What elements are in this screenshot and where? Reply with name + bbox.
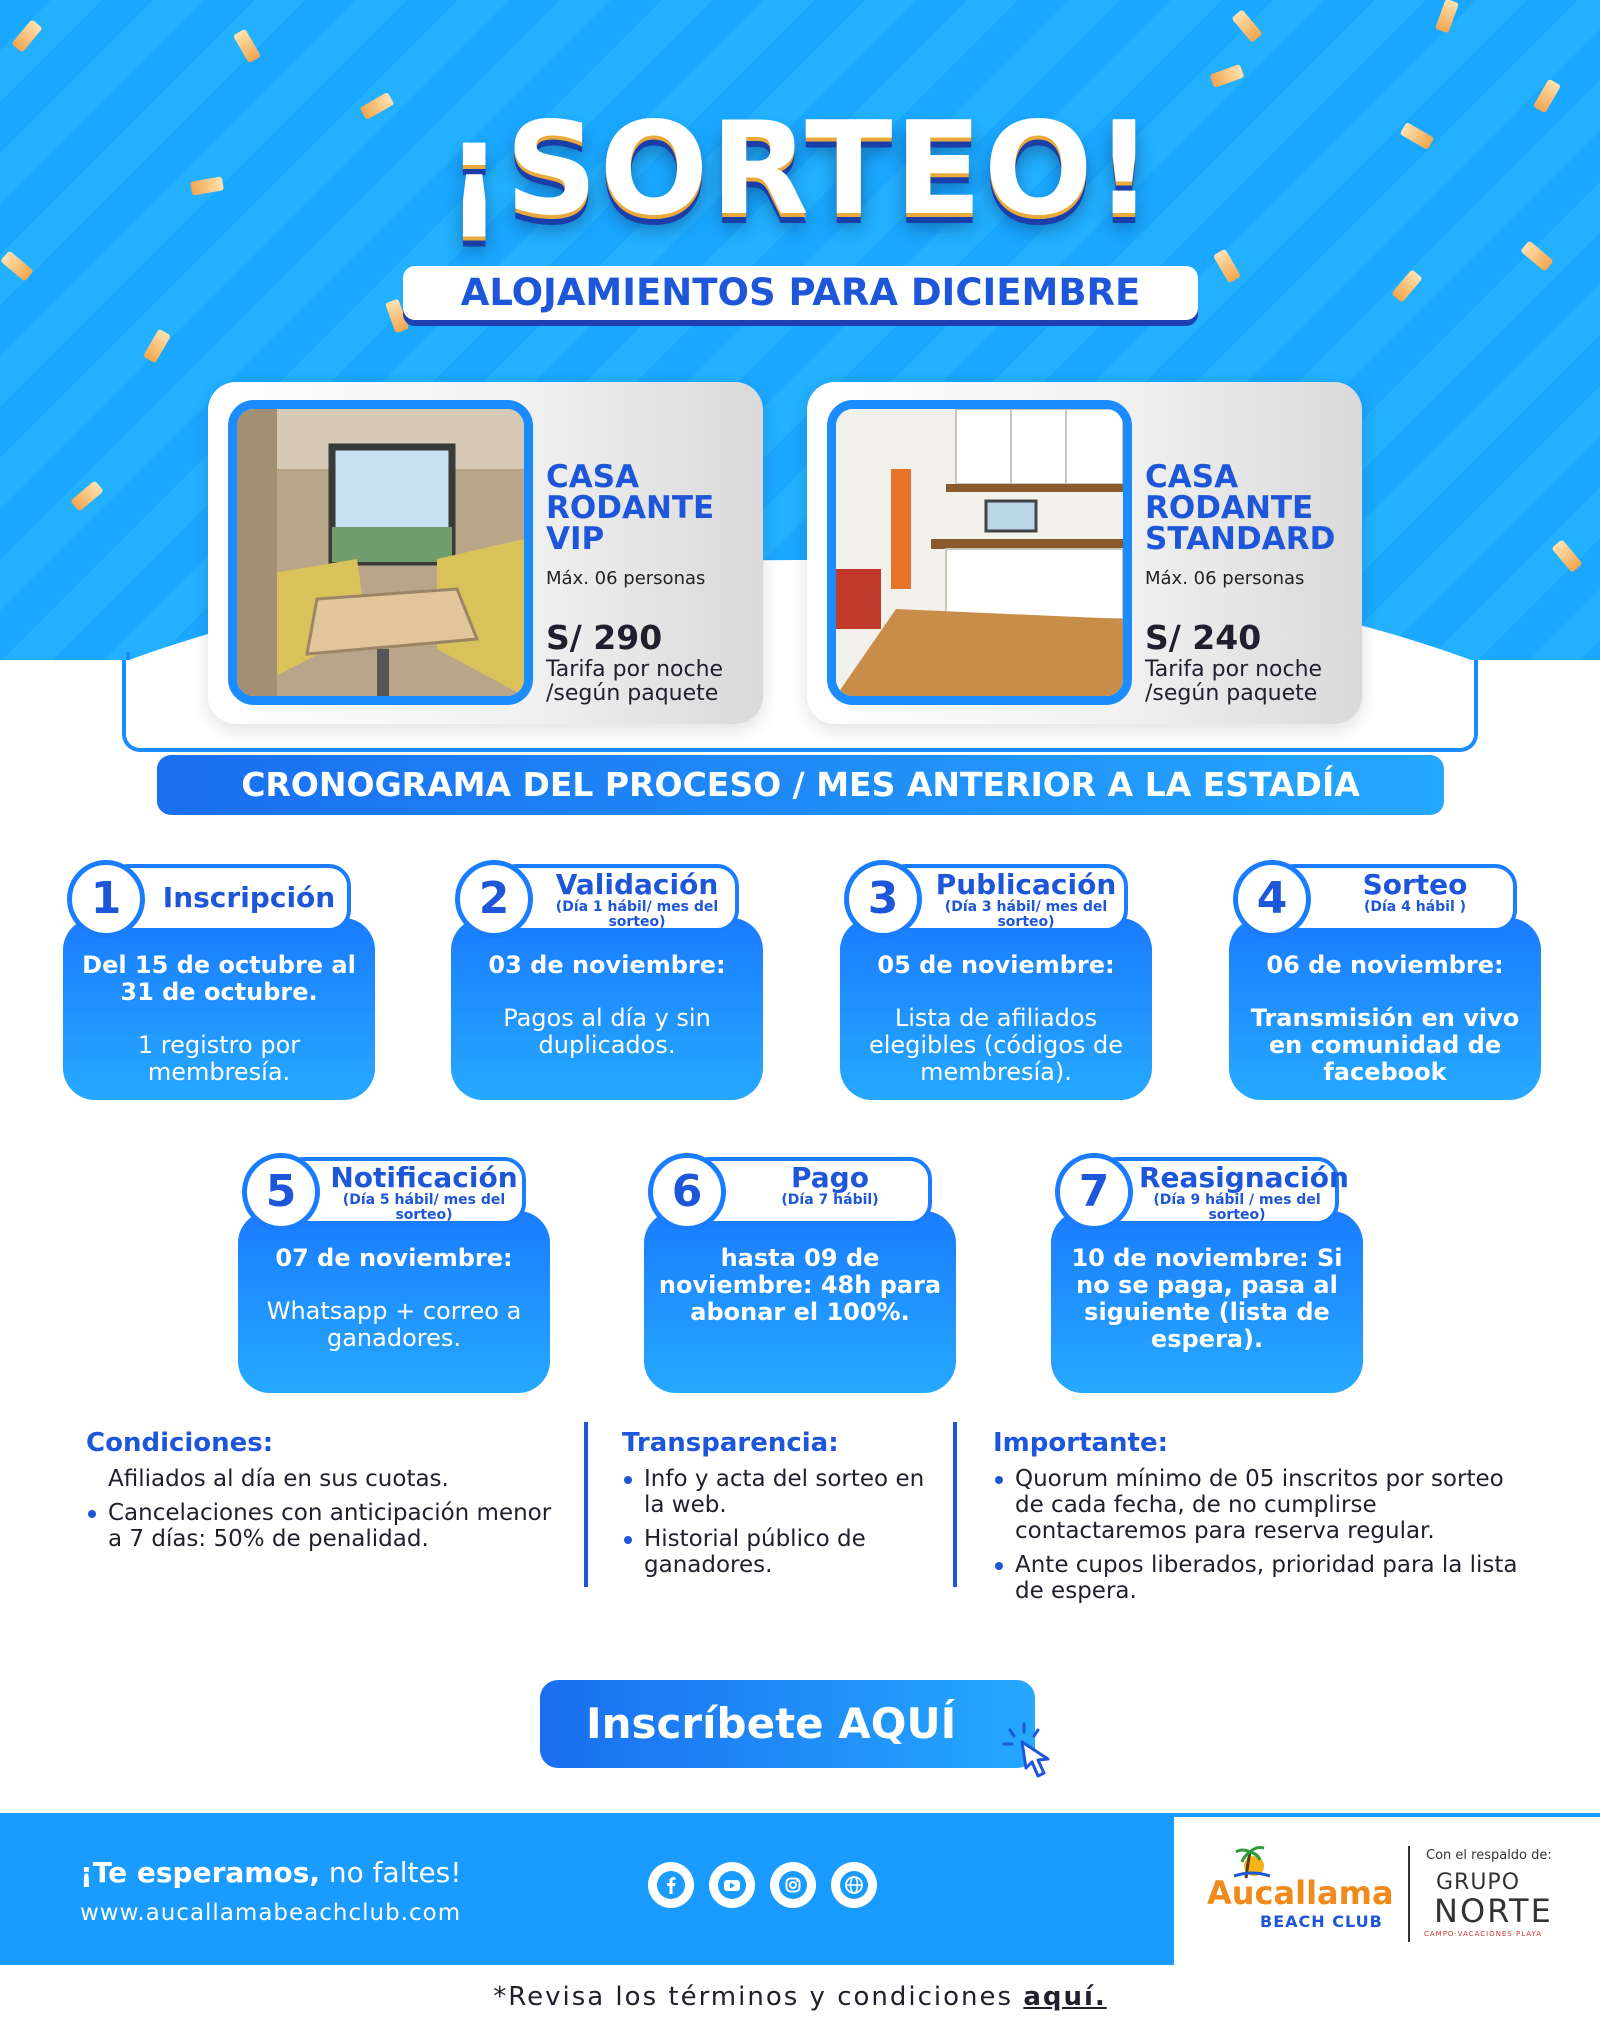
step-name: Sorteo [1362, 868, 1468, 901]
step-name: Notificación [330, 1161, 518, 1194]
step-card-validacion [451, 860, 763, 1100]
transparency-item: Info y acta del sorteo en la web. [622, 1466, 932, 1518]
conditions-section [86, 1428, 566, 1560]
page-subtitle: ALOJAMIENTOS PARA DICIEMBRE [403, 266, 1198, 320]
step-card-sorteo [1229, 860, 1541, 1100]
terms-link[interactable]: aquí. [1023, 1982, 1107, 2012]
youtube-icon[interactable] [709, 1862, 755, 1908]
confetti-decoration [1520, 240, 1554, 271]
conditions-title: Condiciones: [86, 1428, 274, 1458]
step-note: (Día 4 hábil ) [1363, 899, 1467, 915]
step-name: Inscripción [162, 881, 336, 914]
accommodation-name: CASA RODANTE VIP [546, 459, 715, 557]
column-divider [584, 1422, 588, 1587]
schedule-title: CRONOGRAMA DEL PROCESO / MES ANTERIOR A LA ESTADÍA [157, 755, 1444, 815]
step-description [644, 1211, 956, 1393]
transparency-item: Historial público de ganadores. [622, 1526, 932, 1578]
accommodation-name: CASA RODANTE STANDARD [1145, 459, 1336, 557]
step-line: 03 de noviembre: [488, 951, 726, 979]
step-line: Lista de afiliados elegibles (códigos de membresía). [868, 1004, 1124, 1086]
step-note: (Día 5 hábil/ mes del sorteo) [342, 1192, 506, 1223]
step-number: 6 [648, 1153, 726, 1231]
step-note: (Día 3 hábil/ mes del sorteo) [944, 899, 1108, 930]
website-link[interactable]: www.aucallamabeachclub.com [80, 1900, 462, 1926]
terms-note [0, 1982, 1600, 2012]
step-description [238, 1211, 550, 1393]
confetti-decoration [1551, 539, 1582, 573]
confetti-decoration [1435, 0, 1459, 33]
step-description [1229, 918, 1541, 1100]
step-number: 4 [1233, 860, 1311, 938]
confetti-decoration [233, 29, 261, 64]
rate-line: Tarifa por noche [546, 657, 724, 682]
camper-kitchen-photo [836, 409, 1123, 696]
step-name: Pago [791, 1161, 869, 1194]
conditions-item: Cancelaciones con anticipación menor a 7 días: 50% de penalidad. [86, 1500, 566, 1552]
confetti-decoration [1210, 64, 1245, 88]
slogan-rest: no faltes! [320, 1856, 462, 1889]
footer-band [0, 1813, 1174, 1965]
important-section [993, 1428, 1533, 1612]
logo-divider [1408, 1846, 1410, 1942]
important-item: Ante cupos liberados, prioridad para la lista de espera. [993, 1552, 1533, 1604]
step-name: Validación [555, 868, 719, 901]
step-card-notificacion [238, 1153, 550, 1393]
step-line: 05 de noviembre: [877, 951, 1115, 979]
step-line: 1 registro por membresía. [137, 1031, 301, 1086]
step-note: (Día 9 hábil / mes del sorteo) [1153, 1192, 1321, 1223]
terms-text: *Revisa los términos y condiciones [493, 1982, 1024, 2012]
step-line: 07 de noviembre: [275, 1244, 513, 1272]
step-description [451, 918, 763, 1100]
confetti-decoration [11, 19, 42, 53]
transparency-title: Transparencia: [622, 1428, 839, 1458]
brand-logo-name: Aucallama [1207, 1874, 1394, 1912]
pointer-click-icon [1000, 1722, 1064, 1786]
camper-interior-photo [237, 409, 524, 696]
step-card-publicacion [840, 860, 1152, 1100]
step-line: hasta 09 de noviembre: 48h para abonar el 100%. [658, 1244, 942, 1326]
confetti-decoration [0, 250, 34, 281]
partner-logo-sub: CAMPO·VACACIONES·PLAYA [1424, 1930, 1543, 1938]
rate-line: /según paquete [1145, 681, 1318, 706]
step-description [63, 918, 375, 1100]
step-description [840, 918, 1152, 1100]
step-name: Reasignación [1139, 1161, 1349, 1194]
accommodation-capacity: Máx. 06 personas [546, 568, 706, 589]
step-line: Pagos al día y sin duplicados. [503, 1004, 711, 1059]
section-bracket [122, 657, 1478, 752]
step-card-inscripcion [63, 860, 375, 1100]
step-description [1051, 1211, 1363, 1393]
step-number: 1 [67, 860, 145, 938]
slogan-bold: ¡Te esperamos, [80, 1856, 320, 1889]
register-button[interactable]: Inscríbete AQUÍ [540, 1680, 1035, 1768]
step-number: 2 [455, 860, 533, 938]
step-number: 3 [844, 860, 922, 938]
confetti-decoration [70, 480, 104, 511]
step-number: 5 [242, 1153, 320, 1231]
step-line: Transmisión en vivo en comunidad de facebook [1250, 1004, 1520, 1086]
step-line: Whatsapp + correo a ganadores. [266, 1297, 522, 1352]
important-item: Quorum mínimo de 05 inscritos por sorteo de cada fecha, de no cumplirse contactaremos para reserva regular. [993, 1466, 1533, 1544]
confetti-decoration [1391, 269, 1422, 303]
important-title: Importante: [993, 1428, 1169, 1458]
footer-slogan [80, 1856, 462, 1889]
step-note: (Día 1 hábil/ mes del sorteo) [555, 899, 719, 930]
confetti-decoration [1231, 9, 1262, 43]
rate-line: Tarifa por noche [1145, 657, 1323, 682]
backed-label: Con el respaldo de: [1426, 1848, 1552, 1863]
transparency-section [622, 1428, 932, 1586]
instagram-icon[interactable] [770, 1862, 816, 1908]
facebook-icon[interactable] [648, 1862, 694, 1908]
step-number: 7 [1055, 1153, 1133, 1231]
step-card-reasignacion [1051, 1153, 1363, 1393]
step-card-pago [644, 1153, 956, 1393]
confetti-decoration [143, 329, 171, 364]
page-title: ¡SORTEO! [444, 95, 1156, 244]
globe-icon[interactable] [831, 1862, 877, 1908]
step-note: (Día 7 hábil) [781, 1192, 879, 1208]
step-line: 06 de noviembre: [1266, 951, 1504, 979]
partner-logo-line2: NORTE [1434, 1892, 1553, 1930]
accommodation-price: S/ 240 [1145, 618, 1262, 657]
conditions-item: Afiliados al día en sus cuotas. [108, 1466, 449, 1492]
step-name: Publicación [935, 868, 1117, 901]
rate-line: /según paquete [546, 681, 719, 706]
confetti-decoration [1213, 249, 1241, 284]
partner-logo-line1: GRUPO [1436, 1870, 1521, 1895]
accommodation-price: S/ 290 [546, 618, 663, 657]
step-line: Del 15 de octubre al 31 de octubre. [82, 951, 356, 1006]
step-line: 10 de noviembre: Si no se paga, pasa al siguiente (lista de espera). [1071, 1244, 1343, 1353]
column-divider [953, 1422, 957, 1587]
accommodation-capacity: Máx. 06 personas [1145, 568, 1305, 589]
brand-logo-sub: BEACH CLUB [1260, 1912, 1383, 1931]
